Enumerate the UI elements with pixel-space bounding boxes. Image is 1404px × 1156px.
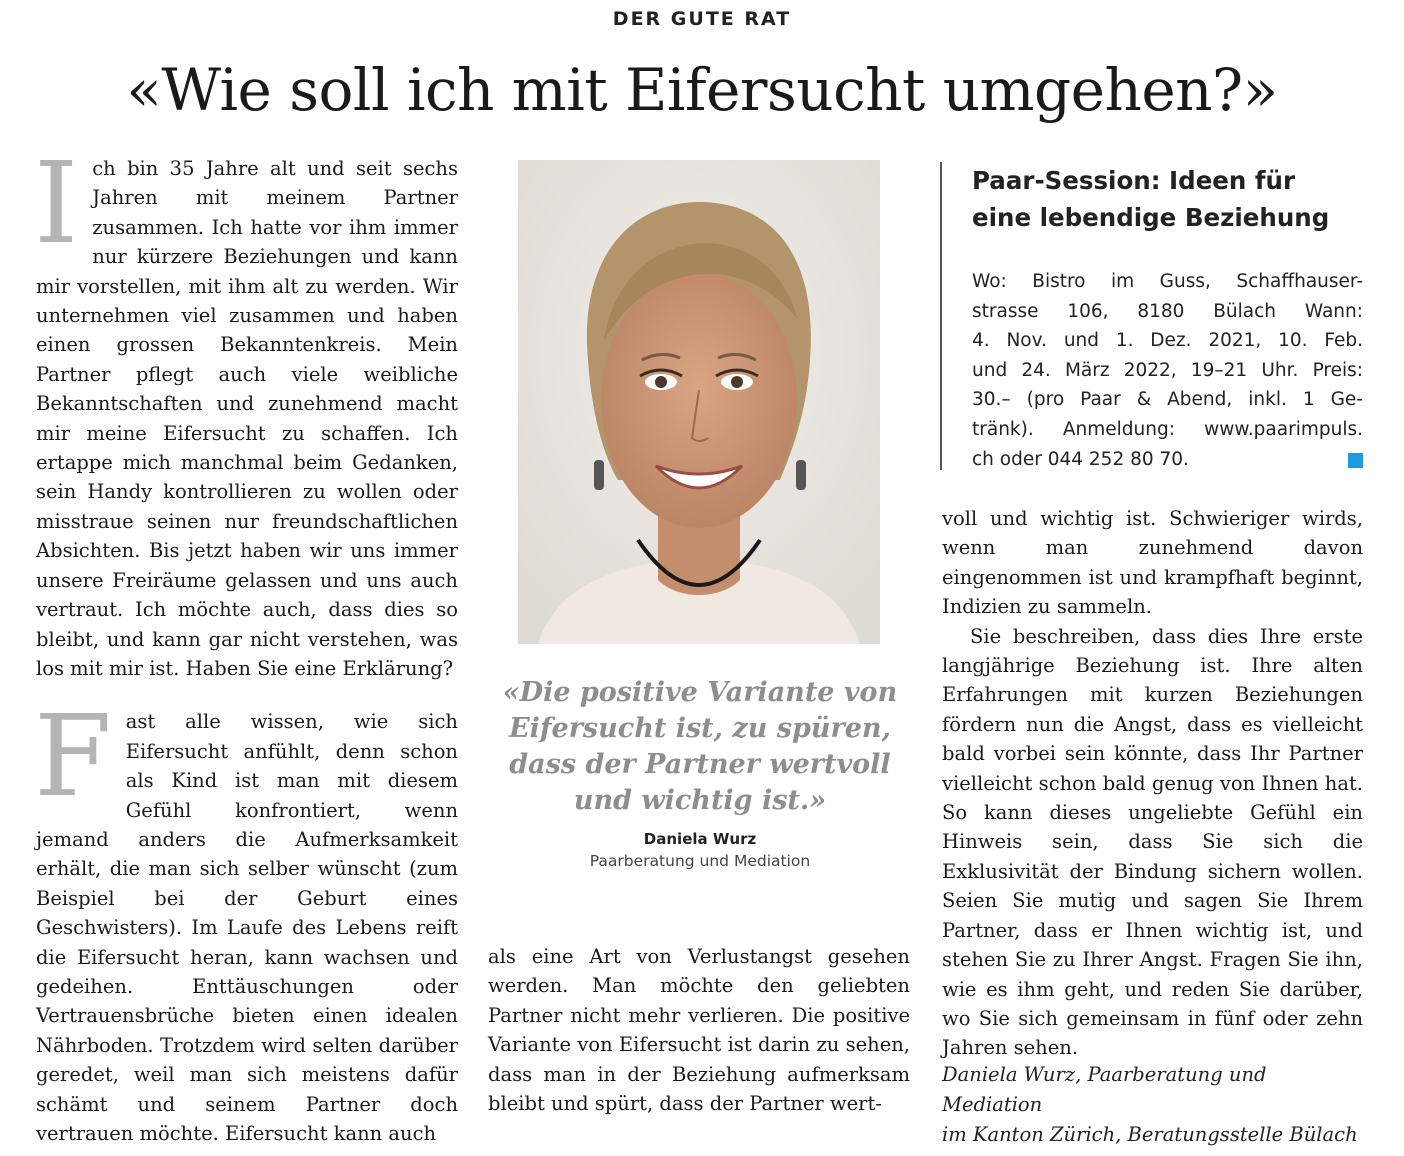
infobox-title-line-1: Paar-Session: Ideen für [972, 166, 1296, 195]
end-square-marker [1348, 453, 1363, 468]
right-column [942, 504, 1363, 1063]
infobox-rule [940, 162, 942, 470]
infobox-line: 30.– (pro Paar & Abend, inkl. 1 Ge- [972, 389, 1363, 411]
infobox-line: 4. Nov. und 1. Dez. 2021, 10. Feb. [972, 330, 1363, 352]
letter-text: ch bin 35 Jahre alt und seit sechs Jahren mit meinem Partner zusammen. Ich hatte vor ihm immer nur kürzere Beziehungen und kann mir vorstellen, mit ihm alt zu werden. Wir unternehmen viel zusammen und haben einen grossen Bekanntenkreis. Mein Partner pflegt auch viele weibliche Bekanntschaften und zunehmend macht mir meine Eifersucht zu schaffen. Ich ertappe mich manchmal beim Gedanken, sein Handy kontrollieren zu wollen oder misstraue seinen nur freundschaftlichen Absichten. Bis jetzt haben wir uns immer unsere Freiräume gelassen und uns auch vertraut. Ich möchte auch, dass dies so bleibt, und kann gar nicht verstehen, was los mit mir ist. Haben Sie eine Erklärung? [36, 157, 458, 680]
infobox-line: tränk). Anmeldung: www.paarimpuls. [972, 418, 1363, 440]
right-paragraph-2: Sie beschreiben, dass dies Ihre erste langjährige Beziehung ist. Ihre alten Erfahrungen mit kurzen Beziehungen fördern nun die Angst, dass es vielleicht bald vorbei sein könnte, dass Ihr Partner vielleicht schon bald genug von Ihnen hat. So kann dieses ungeliebte Gefühl ein Hinweis sein, dass Sie sich die Exklusivität der Bindung sichern wollen. Seien Sie mutig und sagen Sie Ihrem Partner, dass er Ihnen wichtig ist, und stehen Sie zu Ihrer Angst. Fragen Sie ihn, wie es ihm geht, und reden Sie darüber, wo Sie sich gemeinsam in fünf oder zehn Jahren sehen. [942, 624, 1363, 1060]
author-signature [942, 1060, 1372, 1150]
infobox-line: Wo: Bistro im Guss, Schaffhauser- [972, 271, 1363, 292]
answer-start [34, 692, 458, 1148]
answer-dropcap: F [34, 692, 112, 823]
signature-line-2: im Kanton Zürich, Beratungsstelle Bülach [942, 1123, 1358, 1146]
portrait-illustration [518, 160, 880, 644]
right-paragraph-1: voll und wichtig ist. Schwieriger wirds, wenn man zunehmend davon eingenommen ist und krampfhaft beginnt, Indizien zu sammeln. [942, 507, 1363, 619]
infobox-title-line-2: eine lebendige Beziehung [972, 203, 1330, 232]
signature-line-1: Daniela Wurz, Paarberatung und Mediation [942, 1063, 1267, 1116]
answer-text: ast alle wissen, wie sich Eifersucht anfühlt, denn schon als Kind ist man mit diesem Gefühl konfrontiert, wenn jemand anders die Aufmerksamkeit erhält, die man sich selber wünscht (zum Beispiel bei der Geburt eines Geschwisters). Im Laufe des Lebens reift die Eifersucht heran, kann wachsen und gedeihen. Enttäuschungen oder Vertrauensbrüche bieten einen idealen Nährboden. Trotzdem wird selten darüber geredet, weil man sich meistens dafür schämt und seinem Partner doch vertrauen möchte. Eifersucht kann auch [36, 710, 458, 1145]
reader-letter [34, 139, 458, 683]
middle-column [488, 942, 910, 1118]
left-column [34, 139, 458, 1148]
infobox-title [972, 162, 1362, 236]
letter-dropcap: I [34, 139, 79, 269]
quote-author-role: Paarberatung und Mediation [589, 852, 811, 870]
article-headline: «Wie soll ich mit Eifersucht umgehen?» [126, 56, 1278, 124]
section-kicker: DER GUTE RAT [612, 8, 792, 30]
infobox-line: ch oder 044 252 80 70. [972, 448, 1189, 470]
middle-paragraph: als eine Art von Verlustangst gesehen werden. Man möchte den geliebten Partner nicht mehr verlieren. Die positive Variante von Eifersucht ist darin zu sehen, dass man in der Beziehung aufmerksam bleibt und spürt, dass der Partner wert- [488, 945, 910, 1116]
pull-quote: «Die positive Variante von Eifersucht ist, zu spüren, dass der Partner wertvoll und wichtig ist.» [502, 677, 898, 816]
quote-author-name: Daniela Wurz [643, 830, 757, 848]
infobox-line: und 24. März 2022, 19–21 Uhr. Preis: [972, 359, 1363, 381]
infobox-body [972, 267, 1363, 474]
portrait-photo [518, 160, 880, 644]
infobox-line: strasse 106, 8180 Bülach Wann: [972, 300, 1363, 322]
